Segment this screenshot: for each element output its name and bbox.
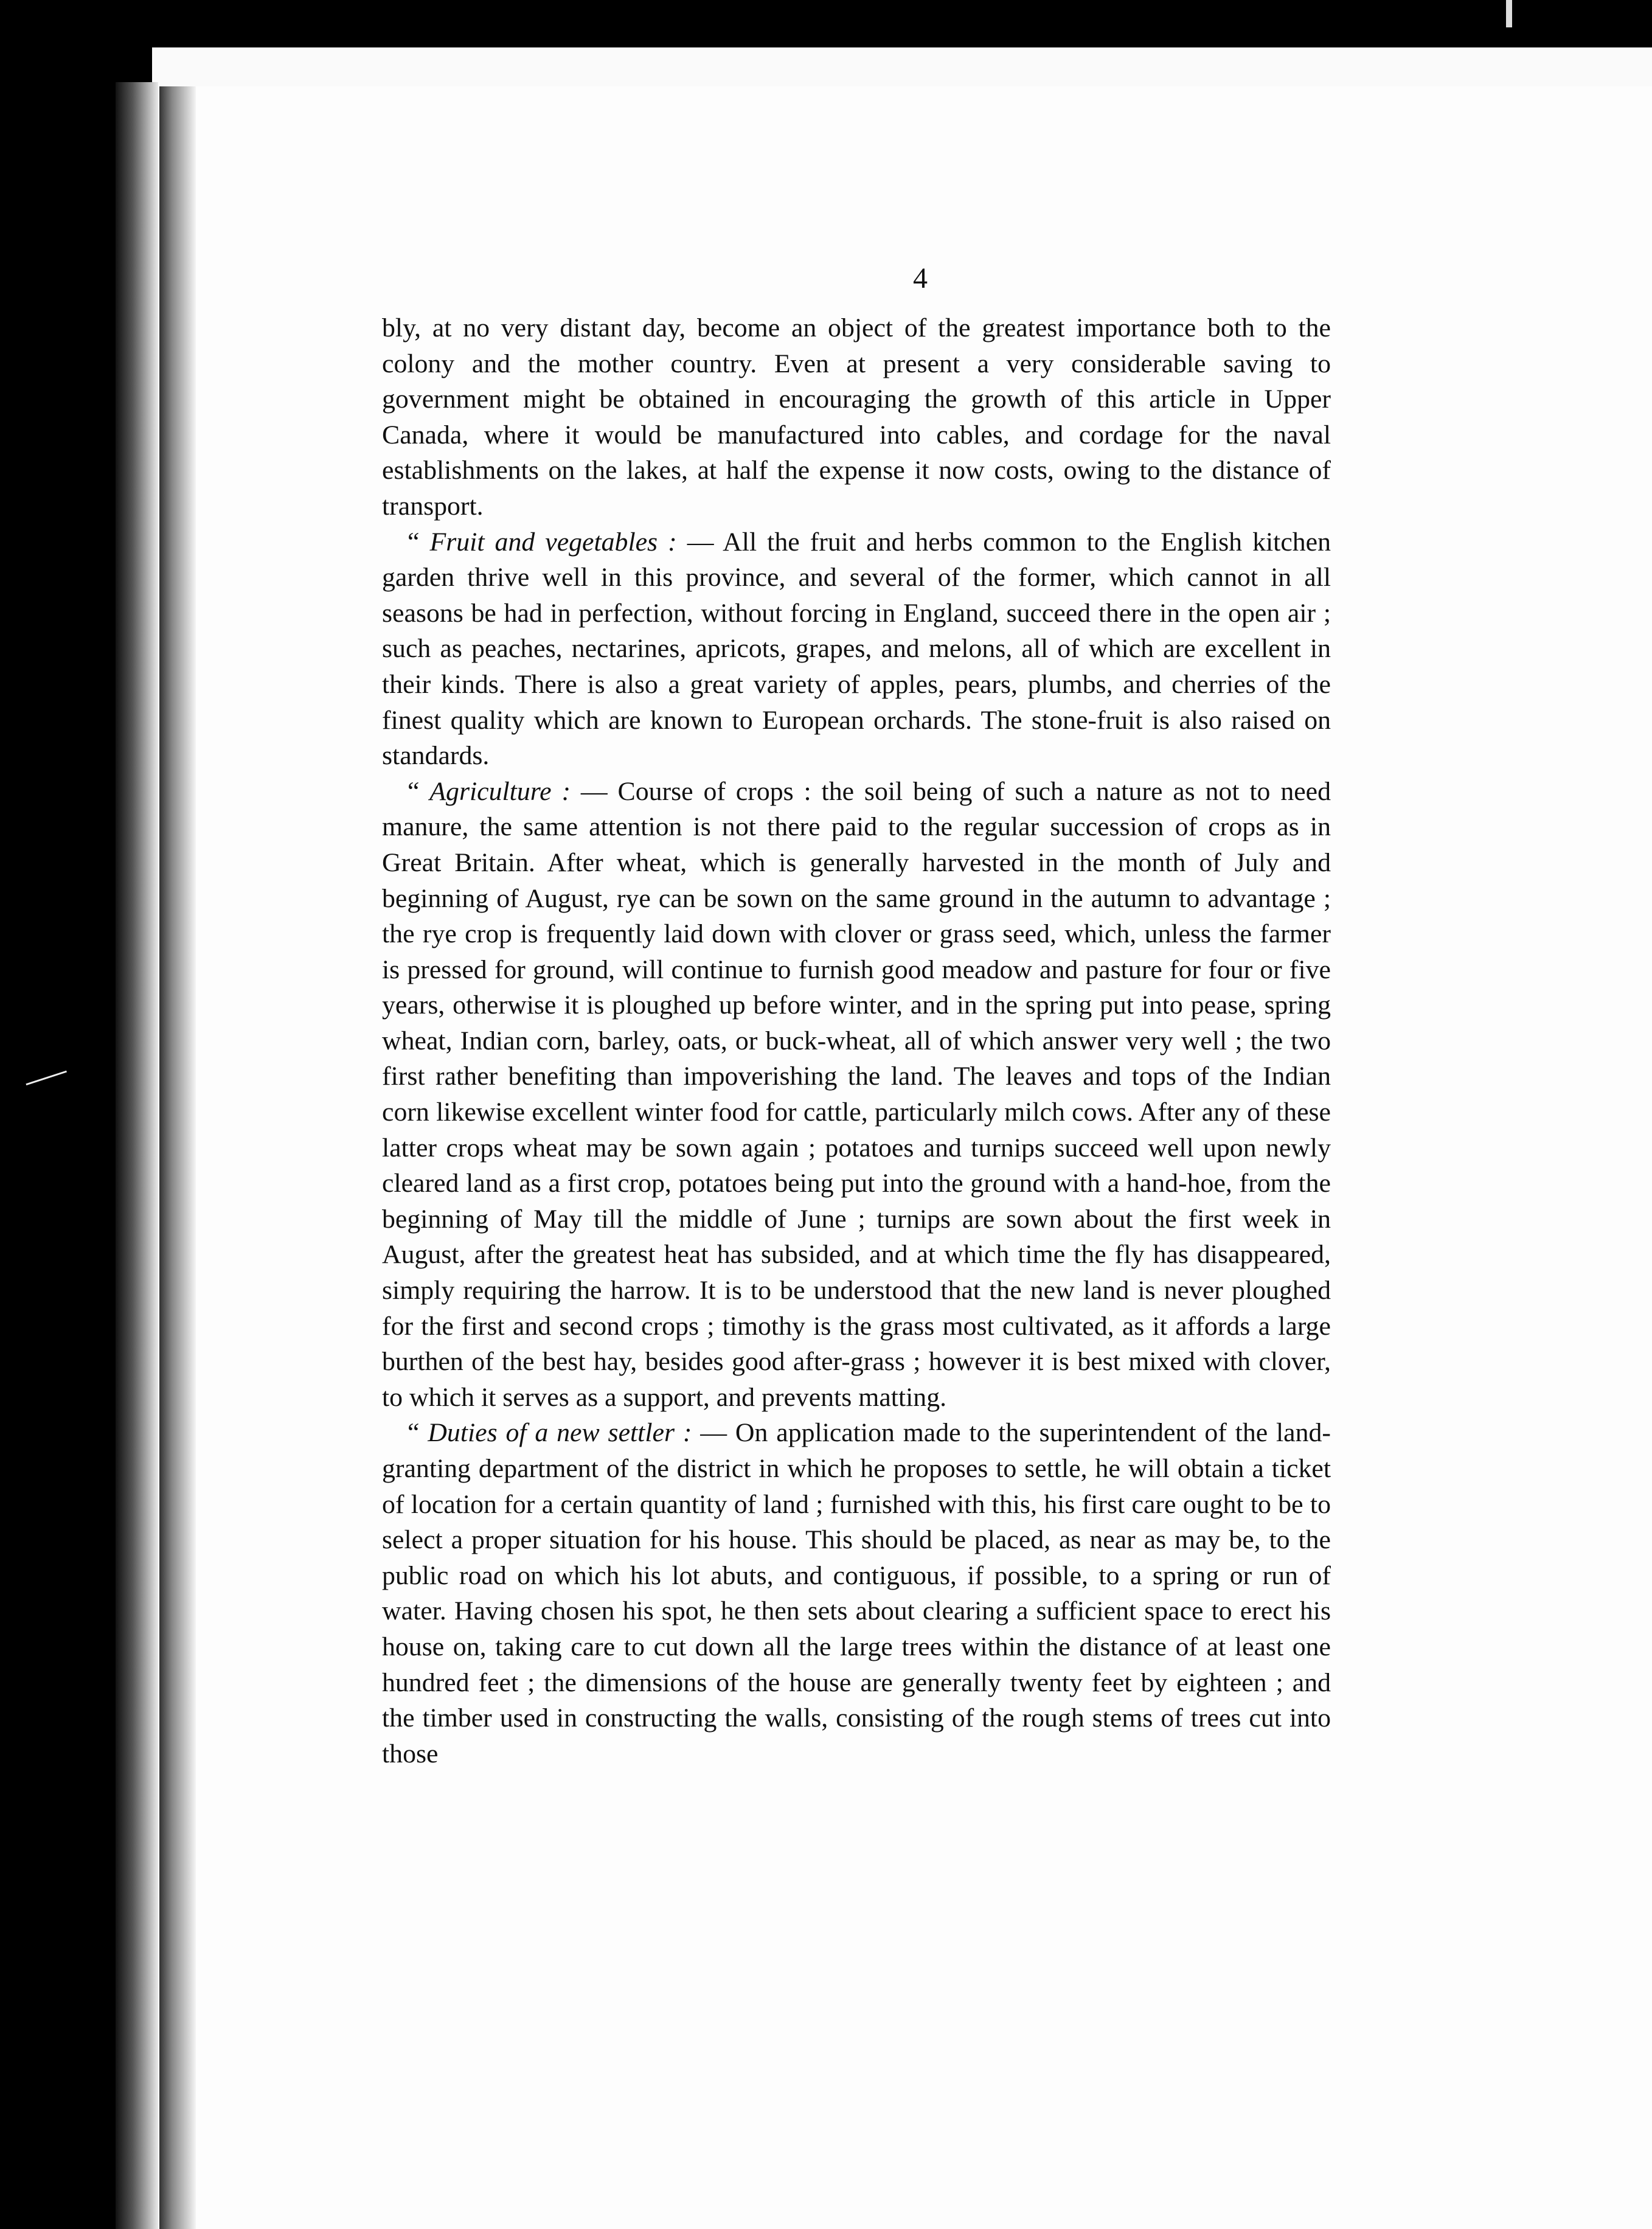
section-heading: Agriculture : [429, 776, 571, 806]
paragraph-text: — On application made to the superintendent of the land-granting department of the district in which he proposes to settle, he will obtain a ticket of location for a certain quantity of land ; furnished with this, his first care ought to be to select a proper situation for his house. This should be placed, as near as may be, to the public road on which his lot abuts, and contiguous, if possible, to a spring or run of water. Having chosen his spot, he then sets about clearing a sufficient space to erect his house on, taking care to cut down all the large trees within the distance of at least one hundred feet ; the dimensions of the house are generally twenty feet by eighteen ; and the timber used in constructing the walls, consisting of the rough stems of trees cut into those [382, 1418, 1331, 1768]
paragraph [382, 524, 1331, 774]
open-quote: “ [408, 527, 430, 557]
stitch-mark [1506, 0, 1512, 27]
body-text [382, 310, 1331, 1772]
paragraph [382, 774, 1331, 1416]
gutter-shadow [159, 86, 196, 2229]
paragraph-text: bly, at no very distant day, become an object of the greatest importance both to the colony and the mother country. Even at present a very considerable saving to government might be obtained in encouraging the growth of this article in Upper Canada, where it would be manufactured into cables, and cordage for the naval establishments on the lakes, at half the expense it now costs, owing to the distance of transport. [382, 313, 1331, 521]
paragraph [382, 1415, 1331, 1772]
page-number: 4 [913, 262, 928, 294]
paragraph [382, 310, 1331, 524]
section-heading: Duties of a new settler : [428, 1418, 692, 1448]
page-edge-shadow [116, 82, 158, 2229]
open-quote: “ [408, 1418, 428, 1448]
open-quote: “ [408, 776, 430, 806]
section-heading: Fruit and vegetables : [429, 527, 677, 557]
paragraph-text: — All the fruit and herbs common to the English kitchen garden thrive well in this province, and several of the former, which cannot in all seasons be had in perfection, without forcing in England, succeed there in the open air ; such as peaches, nectarines, apricots, grapes, and melons, all of which are excellent in their kinds. There is also a great variety of apples, pears, plumbs, and cherries of the finest quality which are known to European orchards. The stone-fruit is also raised on standards. [382, 527, 1331, 771]
paragraph-text: — Course of crops : the soil being of such a nature as not to need manure, the same attention is not there paid to the regular succession of crops as in Great Britain. After wheat, which is generally harvested in the month of July and beginning of August, rye can be sown on the same ground in the autumn to advantage ; the rye crop is frequently laid down with clover or grass seed, which, unless the farmer is pressed for ground, will continue to furnish good meadow and pasture for four or five years, otherwise it is ploughed up before winter, and in the spring put into pease, spring wheat, Indian corn, barley, oats, or buck-wheat, all of which answer very well ; the two first rather benefiting than impoverishing the land. The leaves and tops of the Indian corn likewise excellent winter food for cattle, particularly milch cows. After any of these latter crops wheat may be sown again ; potatoes and turnips succeed well upon newly cleared land as a first crop, potatoes being put into the ground with a hand-hoe, from the beginning of May till the middle of June ; turnips are sown about the first week in August, after the greatest heat has subsided, and at which time the fly has disappeared, simply requiring the harrow. It is to be understood that the new land is never ploughed for the first and second crops ; timothy is the grass most cultivated, as it affords a large burthen of the best hay, besides good after-grass ; however it is best mixed with clover, to which it serves as a support, and prevents matting. [382, 776, 1331, 1412]
